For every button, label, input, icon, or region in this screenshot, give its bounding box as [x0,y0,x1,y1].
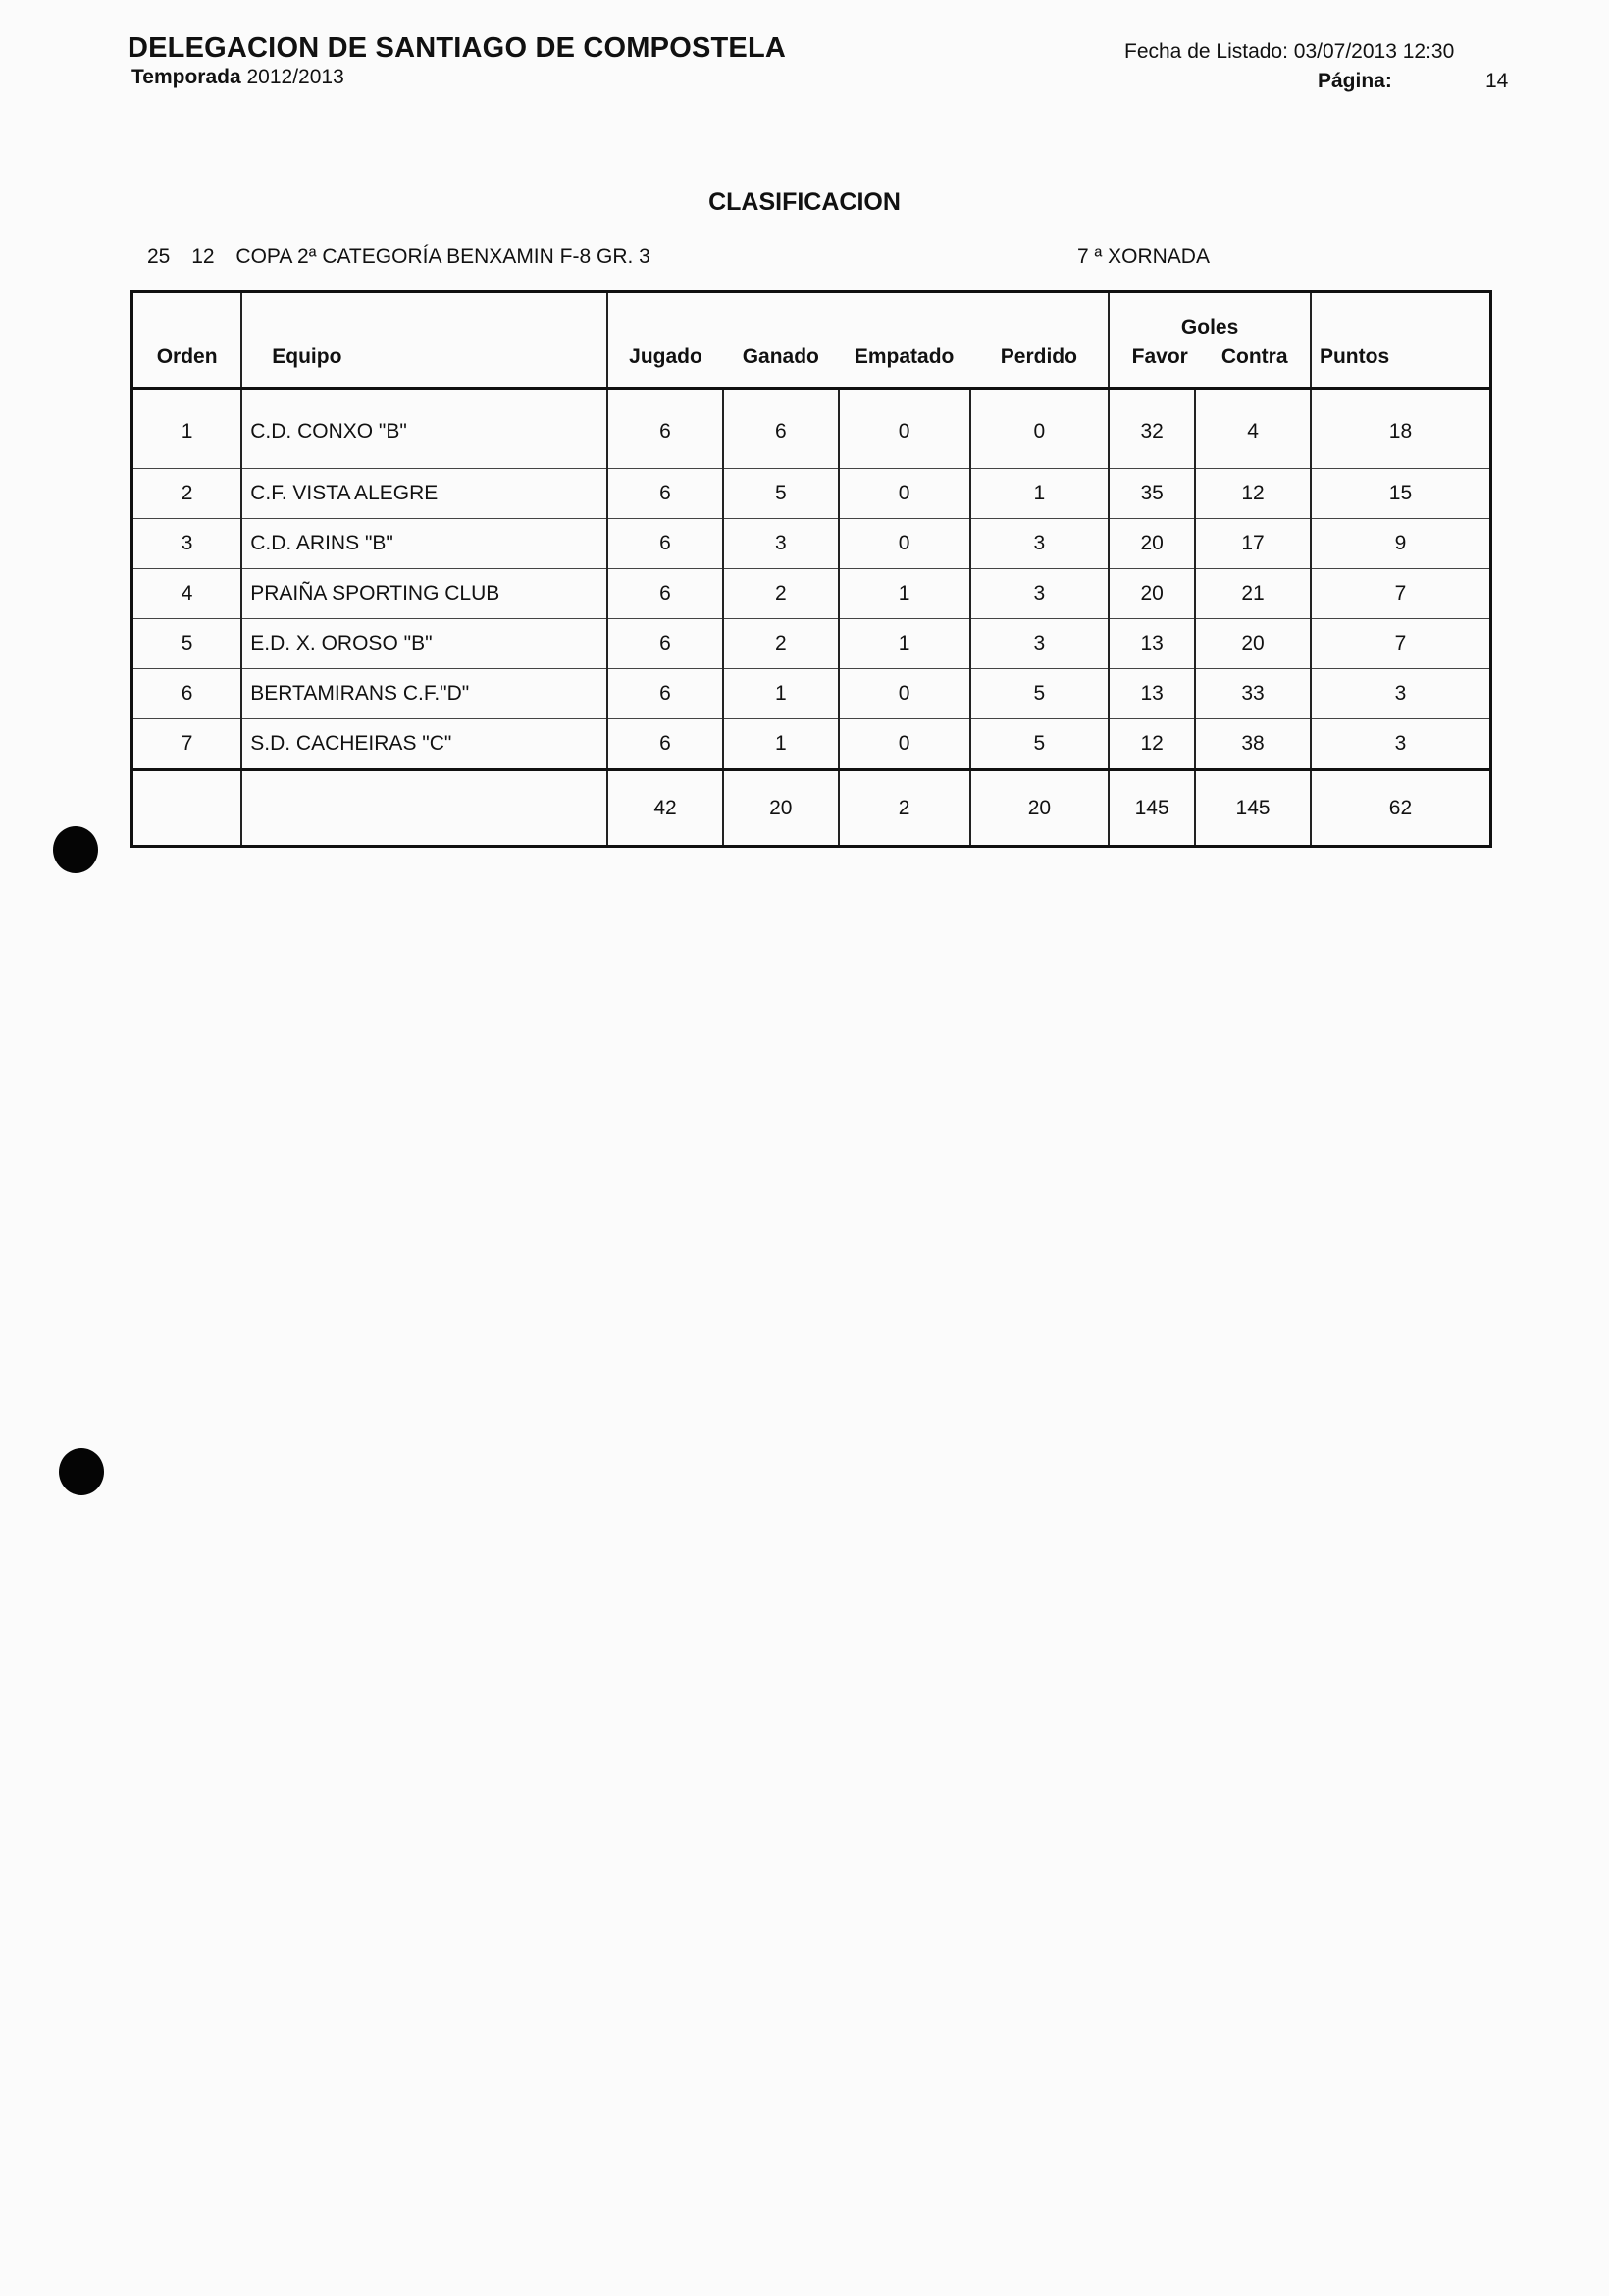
totals-orden-empty [132,770,242,847]
cell-jugado: 6 [607,569,723,619]
cell-contra: 38 [1195,719,1311,770]
total-empatado: 2 [839,770,970,847]
cell-ganado: 6 [723,389,839,469]
header-jugado: Jugado [607,292,723,389]
cell-orden: 3 [132,519,242,569]
cell-perdido: 1 [970,469,1110,519]
cell-puntos: 15 [1311,469,1491,519]
cell-equipo: BERTAMIRANS C.F."D" [241,669,607,719]
totals-equipo-empty [241,770,607,847]
cell-ganado: 2 [723,619,839,669]
cell-empatado: 0 [839,469,970,519]
cell-orden: 4 [132,569,242,619]
cell-favor: 13 [1109,619,1195,669]
cell-orden: 1 [132,389,242,469]
competition-name: COPA 2ª CATEGORÍA BENXAMIN F-8 GR. 3 [235,245,650,268]
header-equipo: Equipo [241,292,607,389]
cell-puntos: 9 [1311,519,1491,569]
header-goles-label: Goles [1180,316,1239,339]
cell-perdido: 3 [970,619,1110,669]
listing-date-line [1124,37,1454,67]
table-row [132,519,1491,569]
header-perdido: Perdido [970,292,1110,389]
cell-ganado: 5 [723,469,839,519]
cell-contra: 12 [1195,469,1311,519]
header-empatado: Empatado [839,292,970,389]
table-row [132,719,1491,770]
cell-contra: 17 [1195,519,1311,569]
cell-puntos: 3 [1311,669,1491,719]
cell-jugado: 6 [607,719,723,770]
cell-empatado: 0 [839,669,970,719]
cell-puntos: 7 [1311,569,1491,619]
cell-contra: 20 [1195,619,1311,669]
cell-orden: 2 [132,469,242,519]
cell-contra: 21 [1195,569,1311,619]
punch-hole-lower [59,1448,104,1495]
cell-contra: 33 [1195,669,1311,719]
cell-favor: 20 [1109,519,1195,569]
cell-empatado: 0 [839,719,970,770]
cell-equipo: C.D. ARINS "B" [241,519,607,569]
total-ganado: 20 [723,770,839,847]
totals-row [132,770,1491,847]
cell-ganado: 2 [723,569,839,619]
cell-equipo: E.D. X. OROSO "B" [241,619,607,669]
document-header [128,31,786,90]
table-header-row [132,292,1491,389]
cell-equipo: C.F. VISTA ALEGRE [241,469,607,519]
cell-favor: 35 [1109,469,1195,519]
cell-orden: 5 [132,619,242,669]
total-favor: 145 [1109,770,1195,847]
cell-perdido: 5 [970,719,1110,770]
listing-info [1124,37,1509,96]
section-title [0,188,1609,217]
cell-favor: 13 [1109,669,1195,719]
cell-perdido: 5 [970,669,1110,719]
cell-perdido: 3 [970,569,1110,619]
cell-jugado: 6 [607,389,723,469]
table-row [132,619,1491,669]
page-number-line [1124,67,1509,96]
standings-table [130,290,1492,848]
cell-contra: 4 [1195,389,1311,469]
cell-puntos: 3 [1311,719,1491,770]
cell-empatado: 1 [839,619,970,669]
table-row [132,669,1491,719]
listing-date-value: 03/07/2013 12:30 [1293,40,1455,63]
cell-jugado: 6 [607,519,723,569]
total-perdido: 20 [970,770,1110,847]
page-number: 14 [1485,70,1509,92]
cell-puntos: 7 [1311,619,1491,669]
cell-equipo: C.D. CONXO "B" [241,389,607,469]
total-puntos: 62 [1311,770,1491,847]
cell-puntos: 18 [1311,389,1491,469]
total-contra: 145 [1195,770,1311,847]
cell-perdido: 0 [970,389,1110,469]
competition-code-b: 12 [191,245,215,268]
cell-empatado: 0 [839,389,970,469]
cell-empatado: 0 [839,519,970,569]
season-label: Temporada [131,66,241,88]
header-goles [1109,292,1311,389]
season-value: 2012/2013 [246,66,344,88]
cell-jugado: 6 [607,619,723,669]
cell-perdido: 3 [970,519,1110,569]
organization-title: DELEGACION DE SANTIAGO DE COMPOSTELA [128,32,787,64]
table-row [132,389,1491,469]
round-label: 7 ª XORNADA [1077,245,1210,268]
cell-jugado: 6 [607,669,723,719]
cell-ganado: 3 [723,519,839,569]
cell-favor: 20 [1109,569,1195,619]
cell-orden: 6 [132,669,242,719]
cell-orden: 7 [132,719,242,770]
cell-favor: 32 [1109,389,1195,469]
section-title-text: CLASIFICACION [708,188,901,216]
table-row [132,469,1491,519]
total-jugado: 42 [607,770,723,847]
punch-hole-upper [53,826,98,873]
competition-code-a: 25 [147,245,171,268]
header-orden: Orden [132,292,242,389]
cell-equipo: S.D. CACHEIRAS "C" [241,719,607,770]
table-row [132,569,1491,619]
cell-favor: 12 [1109,719,1195,770]
cell-jugado: 6 [607,469,723,519]
header-puntos: Puntos [1311,292,1491,389]
season-line [131,65,786,90]
page-label: Página: [1318,70,1392,92]
header-ganado: Ganado [723,292,839,389]
cell-equipo: PRAIÑA SPORTING CLUB [241,569,607,619]
header-contra: Contra [1220,345,1288,368]
header-favor: Favor [1131,345,1188,368]
cell-ganado: 1 [723,669,839,719]
cell-empatado: 1 [839,569,970,619]
cell-ganado: 1 [723,719,839,770]
listing-date-label: Fecha de Listado: [1124,40,1288,63]
competition-line [147,245,650,269]
